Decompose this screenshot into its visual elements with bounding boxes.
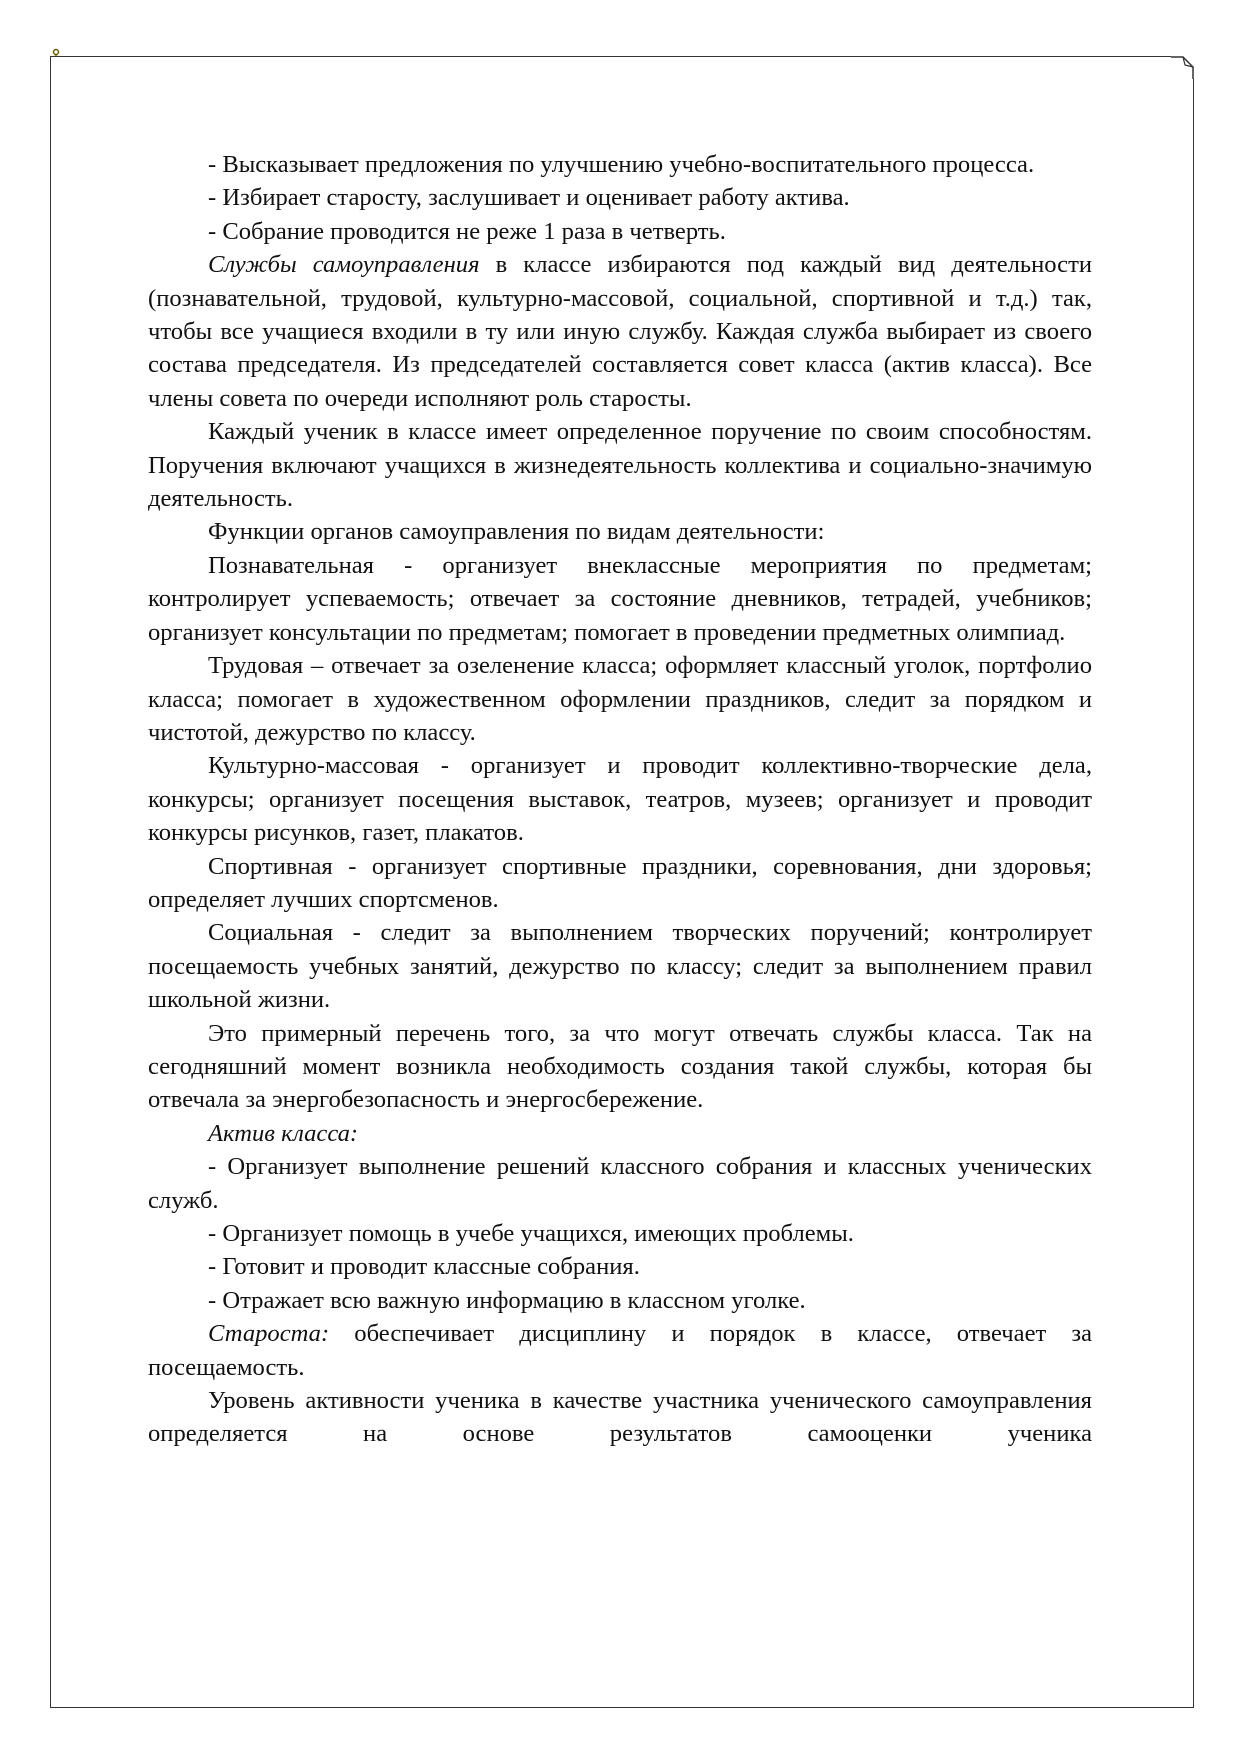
paragraph — [148, 916, 1092, 1016]
paragraph-text: - Собрание проводится не реже 1 раза в четверть. — [208, 217, 726, 245]
paragraph — [148, 1017, 1092, 1117]
paragraph — [148, 415, 1092, 515]
paragraph — [148, 515, 1092, 548]
paragraph-text: в классе избираются под каждый вид деятельности (познавательной, трудовой, культурно-массовой, социальной, спортивной и т.д.) так, чтобы все учащиеся входили в ту или иную службу. Каждая служба выбирает из своего состава председателя. Из председателей составляется совет класса (актив класса). Все члены совета по очереди исполняют роль старосты. — [148, 251, 1092, 412]
paragraph — [148, 1384, 1092, 1451]
paragraph-text: - Отражает всю важную информацию в классном уголке. — [208, 1286, 806, 1314]
paragraph — [148, 1150, 1092, 1217]
paragraph — [148, 1284, 1092, 1317]
italic-lead: Актив класса: — [208, 1119, 359, 1147]
paragraph — [148, 248, 1092, 415]
paragraph-text: - Организует выполнение решений классного собрания и классных ученических служб. — [148, 1153, 1092, 1214]
paragraph-text: Каждый ученик в классе имеет определенное поручение по своим способностям. Поручения включают учащихся в жизнедеятельность коллектива и социально-значимую деятельность. — [148, 418, 1092, 513]
paragraph-text: Уровень активности ученика в качестве участника ученического самоуправления определяется на основе результатов самооценки ученика — [148, 1387, 1092, 1448]
paragraph-text: Познавательная - организует внеклассные мероприятия по предметам; контролирует успеваемость; отвечает за состояние дневников, тетрадей, учебников; организует консультации по предметам; помогает в проведении предметных олимпиад. — [148, 551, 1092, 646]
italic-lead: Староста: — [208, 1320, 330, 1348]
paragraph-text: Спортивная - организует спортивные праздники, соревнования, дни здоровья; определяет лучших спортсменов. — [148, 852, 1092, 913]
paragraph — [148, 1317, 1092, 1384]
paragraph — [148, 148, 1092, 181]
paragraph — [148, 1217, 1092, 1250]
paragraph-text: - Готовит и проводит классные собрания. — [208, 1253, 640, 1281]
paragraph — [148, 181, 1092, 214]
paragraph-text: Функции органов самоуправления по видам деятельности: — [208, 518, 825, 546]
paragraph — [148, 749, 1092, 849]
italic-lead: Службы самоуправления — [208, 251, 480, 279]
paragraph-text: Культурно-массовая - организует и проводит коллективно-творческие дела, конкурсы; организует посещения выставок, театров, музеев; организует и проводит конкурсы рисунков, газет, плакатов. — [148, 752, 1092, 847]
paragraph-text: - Организует помощь в учебе учащихся, имеющих проблемы. — [208, 1220, 854, 1247]
paragraph — [148, 649, 1092, 749]
paragraph-text: Это примерный перечень того, за что могут отвечать службы класса. Так на сегодняшний момент возникла необходимость создания такой службы, которая бы отвечала за энергобезопасность и энергосбережение. — [148, 1019, 1092, 1114]
paragraph-text: обеспечивает дисциплину и порядок в классе, отвечает за посещаемость. — [148, 1320, 1092, 1381]
paragraph — [148, 1117, 1092, 1150]
paragraph — [148, 549, 1092, 649]
paragraph — [148, 850, 1092, 917]
paragraph-text: Трудовая – отвечает за озеленение класса; оформляет классный уголок, портфолио класса; помогает в художественном оформлении праздников, следит за порядком и чистотой, дежурство по классу. — [148, 652, 1092, 746]
page-corner-fold-icon — [1171, 55, 1195, 79]
document-body — [148, 148, 1092, 1451]
paragraph — [148, 215, 1092, 248]
paragraph-text: - Избирает старосту, заслушивает и оценивает работу актива. — [208, 184, 850, 212]
paragraph-text: Социальная - следит за выполнением творческих поручений; контролирует посещаемость учебных занятий, дежурство по классу; следит за выполнением правил школьной жизни. — [148, 919, 1092, 1014]
paragraph-text: - Высказывает предложения по улучшению учебно-воспитательного процесса. — [208, 151, 1035, 178]
paragraph — [148, 1250, 1092, 1283]
